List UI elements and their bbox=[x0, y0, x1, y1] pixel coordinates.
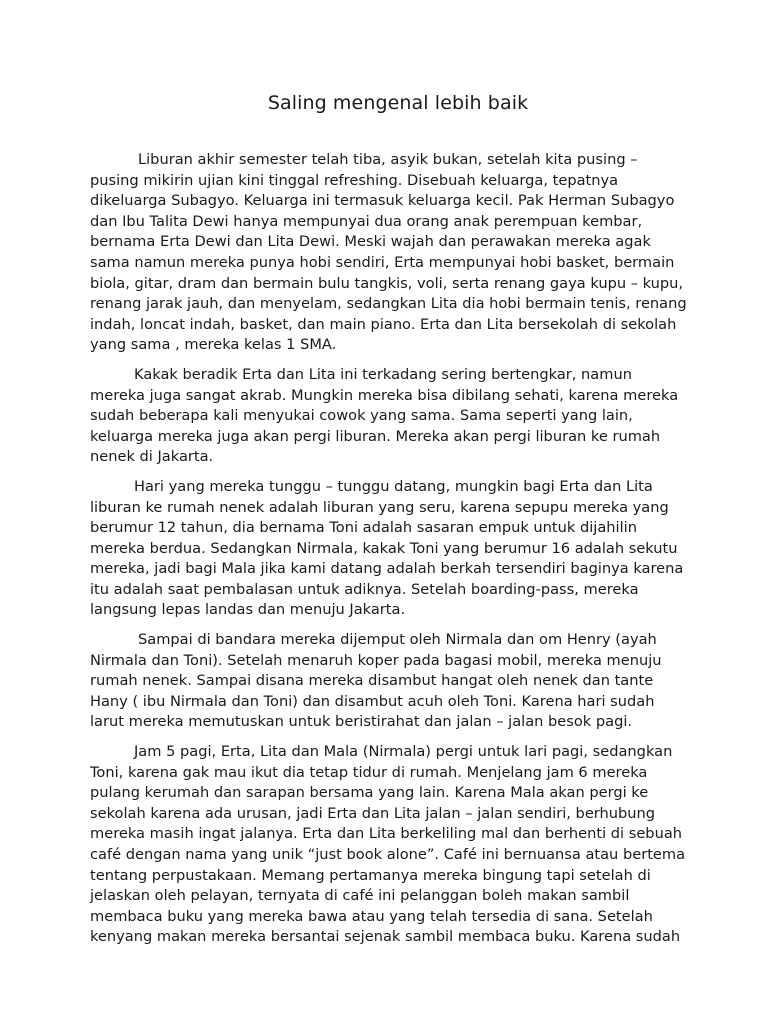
document-body bbox=[90, 150, 690, 957]
paragraph-4: Sampai di bandara mereka dijemput oleh Nirmala dan om Henry (ayah Nirmala dan Toni). Setelah menaruh koper pada bagasi mobil, mereka menuju rumah nenek. Sampai disana mereka disambut hangat oleh nenek dan tante Hany ( ibu Nirmala dan Toni) dan disambut acuh oleh Toni. Karena hari sudah larut mereka memutuskan untuk beristirahat dan jalan – jalan besok pagi. bbox=[90, 631, 662, 731]
document-title: Saling mengenal lebih baik bbox=[267, 92, 529, 114]
paragraph-3: Hari yang mereka tunggu – tunggu datang, mungkin bagi Erta dan Lita liburan ke rumah nenek adalah liburan yang seru, karena sepupu mereka yang berumur 12 tahun, dia bernama Toni adalah sasaran empuk untuk dijahilin mereka berdua. Sedangkan Nirmala, kakak Toni yang berumur 16 adalah sekutu mereka, jadi bagi Mala jika kami datang adalah berkah tersendiri baginya karena itu adalah saat pembalasan untuk adiknya. Setelah boarding-pass, mereka langsung lepas landas dan menuju Jakarta. bbox=[90, 477, 684, 619]
paragraph-2: Kakak beradik Erta dan Lita ini terkadang sering bertengkar, namun mereka juga sangat akrab. Mungkin mereka bisa dibilang sehati, karena mereka sudah beberapa kali menyukai cowok yang sama. Sama seperti yang lain, keluarga mereka juga akan pergi liburan. Mereka akan pergi liburan ke rumah nenek di Jakarta. bbox=[90, 365, 679, 466]
paragraph-1: Liburan akhir semester telah tiba, asyik bukan, setelah kita pusing – pusing mikirin ujian kini tinggal refreshing. Disebuah keluarga, tepatnya dikeluarga Subagyo. Keluarga ini termasuk keluarga kecil. Pak Herman Subagyo dan Ibu Talita Dewi hanya mempunyai dua orang anak perempuan kembar, bernama Erta Dewi dan Lita Dewi. Meski wajah dan perawakan mereka agak sama namun mereka punya hobi sendiri, Erta mempunyai hobi basket, bermain biola, gitar, dram dan bermain bulu tangkis, voli, serta renang gaya kupu – kupu, renang jarak jauh, dan menyelam, sedangkan Lita dia hobi bermain tenis, renang indah, loncat indah, basket, dan main piano. Erta dan Lita bersekolah di sekolah yang sama , mereka kelas 1 SMA. bbox=[90, 151, 687, 354]
paragraph-5: Jam 5 pagi, Erta, Lita dan Mala (Nirmala) pergi untuk lari pagi, sedangkan Toni, karena gak mau ikut dia tetap tidur di rumah. Menjelang jam 6 mereka pulang kerumah dan sarapan bersama yang lain. Karena Mala akan pergi ke sekolah karena ada urusan, jadi Erta dan Lita jalan – jalan sendiri, berhubung mereka masih ingat jalanya. Erta dan Lita berkeliling mal dan berhenti di sebuah café dengan nama yang unik “just book alone”. Café ini bernuansa atau bertema tentang perpustakaan. Memang pertamanya mereka bingung tapi setelah di jelaskan oleh pelayan, ternyata di café ini pelanggan boleh makan sambil membaca buku yang mereka bawa atau yang telah tersedia di sana. Setelah kenyang makan mereka bersantai sejenak sambil membaca buku. Karena sudah bbox=[90, 743, 686, 946]
